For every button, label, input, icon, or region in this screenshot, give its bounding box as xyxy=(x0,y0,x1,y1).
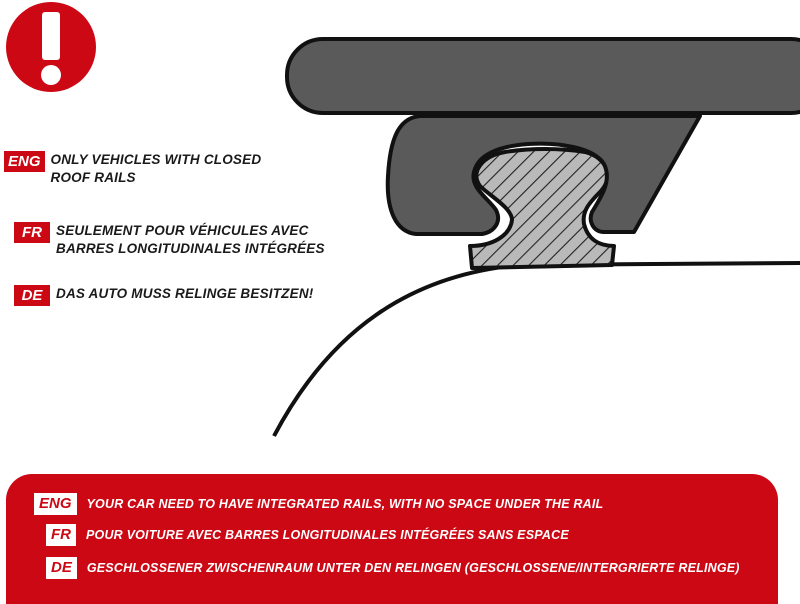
note-eng xyxy=(4,151,261,187)
exclamation-bar xyxy=(42,12,60,60)
note-text: SEULEMENT POUR VÉHICULES AVEC BARRES LONGITUDINALES INTÉGRÉES xyxy=(56,223,325,256)
lang-tag: DE xyxy=(46,557,77,579)
lang-tag: FR xyxy=(14,222,50,243)
footer-row-fr xyxy=(46,524,569,546)
note-fr xyxy=(14,222,325,258)
note-text: ONLY VEHICLES WITH CLOSED ROOF RAILS xyxy=(50,152,262,185)
lang-tag: ENG xyxy=(34,493,77,515)
footer-text: GESCHLOSSENER ZWISCHENRAUM UNTER DEN RELINGEN (GESCHLOSSENE/INTERGRIERTE RELINGE) xyxy=(86,561,740,575)
lang-tag: ENG xyxy=(4,151,45,172)
lang-tag: DE xyxy=(14,285,50,306)
roof-bar xyxy=(287,39,800,113)
footer-text: POUR VOITURE AVEC BARRES LONGITUDINALES INTÉGRÉES SANS ESPACE xyxy=(86,528,569,542)
lang-tag: FR xyxy=(46,524,76,546)
note-de xyxy=(14,285,313,306)
exclamation-icon xyxy=(6,2,96,92)
exclamation-dot xyxy=(41,65,61,85)
footer-row-eng xyxy=(34,493,603,515)
car-roof-outline xyxy=(274,263,800,436)
footer-row-de xyxy=(46,557,740,579)
footer-text: YOUR CAR NEED TO HAVE INTEGRATED RAILS, WITH NO SPACE UNDER THE RAIL xyxy=(86,497,604,511)
note-text: DAS AUTO MUSS RELINGE BESITZEN! xyxy=(56,286,314,301)
